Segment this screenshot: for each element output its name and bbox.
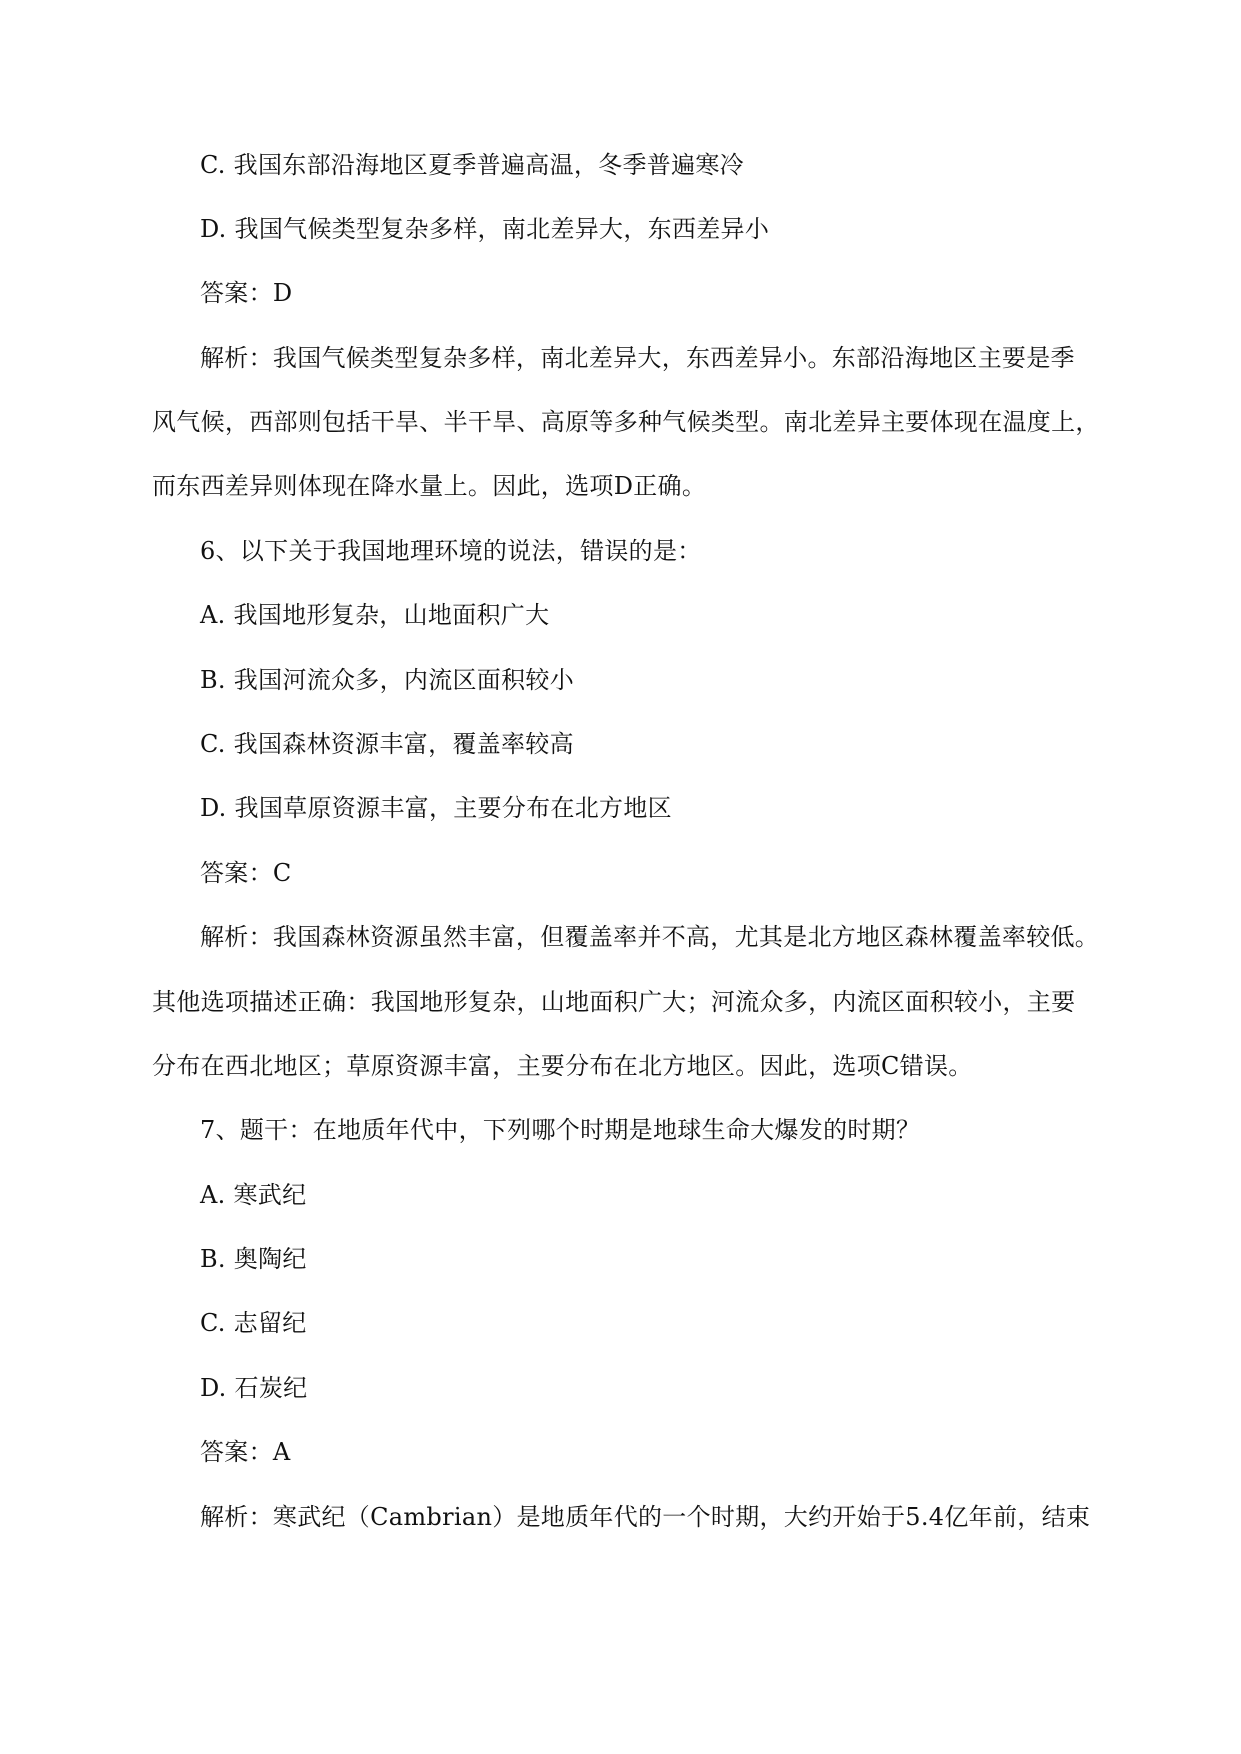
q5-analysis-line-3: 而东西差异则体现在降水量上。因此，选项D正确。: [152, 472, 707, 500]
q6-option-a: A. 我国地形复杂，山地面积广大: [200, 601, 550, 629]
q7-analysis-line-1: 解析：寒武纪（Cambrian）是地质年代的一个时期，大约开始于5.4亿年前，结束: [200, 1503, 1091, 1531]
q5-analysis-line-1: 解析：我国气候类型复杂多样，南北差异大，东西差异小。东部沿海地区主要是季: [200, 344, 1075, 372]
q6-analysis-line-3: 分布在西北地区；草原资源丰富，主要分布在北方地区。因此，选项C错误。: [152, 1052, 973, 1080]
q7-option-a: A. 寒武纪: [200, 1181, 307, 1209]
q5-option-c: C. 我国东部沿海地区夏季普遍高温，冬季普遍寒冷: [200, 151, 744, 179]
q6-option-d: D. 我国草原资源丰富，主要分布在北方地区: [200, 794, 672, 822]
q6-stem: 6、以下关于我国地理环境的说法，错误的是：: [200, 537, 702, 565]
q6-answer: 答案：C: [200, 859, 292, 887]
q6-analysis-line-2: 其他选项描述正确：我国地形复杂，山地面积广大；河流众多，内流区面积较小，主要: [152, 988, 1076, 1016]
q5-answer: 答案：D: [200, 279, 293, 307]
q5-option-d: D. 我国气候类型复杂多样，南北差异大，东西差异小: [200, 215, 770, 243]
q5-analysis-line-2: 风气候，西部则包括干旱、半干旱、高原等多种气候类型。南北差异主要体现在温度上，: [152, 408, 1100, 436]
q7-stem: 7、题干：在地质年代中，下列哪个时期是地球生命大爆发的时期？: [200, 1116, 921, 1144]
q7-option-c: C. 志留纪: [200, 1309, 307, 1337]
q7-option-d: D. 石炭纪: [200, 1374, 308, 1402]
q7-option-b: B. 奥陶纪: [200, 1245, 307, 1273]
q6-option-c: C. 我国森林资源丰富，覆盖率较高: [200, 730, 574, 758]
q7-answer: 答案：A: [200, 1438, 291, 1466]
q6-option-b: B. 我国河流众多，内流区面积较小: [200, 666, 574, 694]
q6-analysis-line-1: 解析：我国森林资源虽然丰富，但覆盖率并不高，尤其是北方地区森林覆盖率较低。: [200, 923, 1100, 951]
